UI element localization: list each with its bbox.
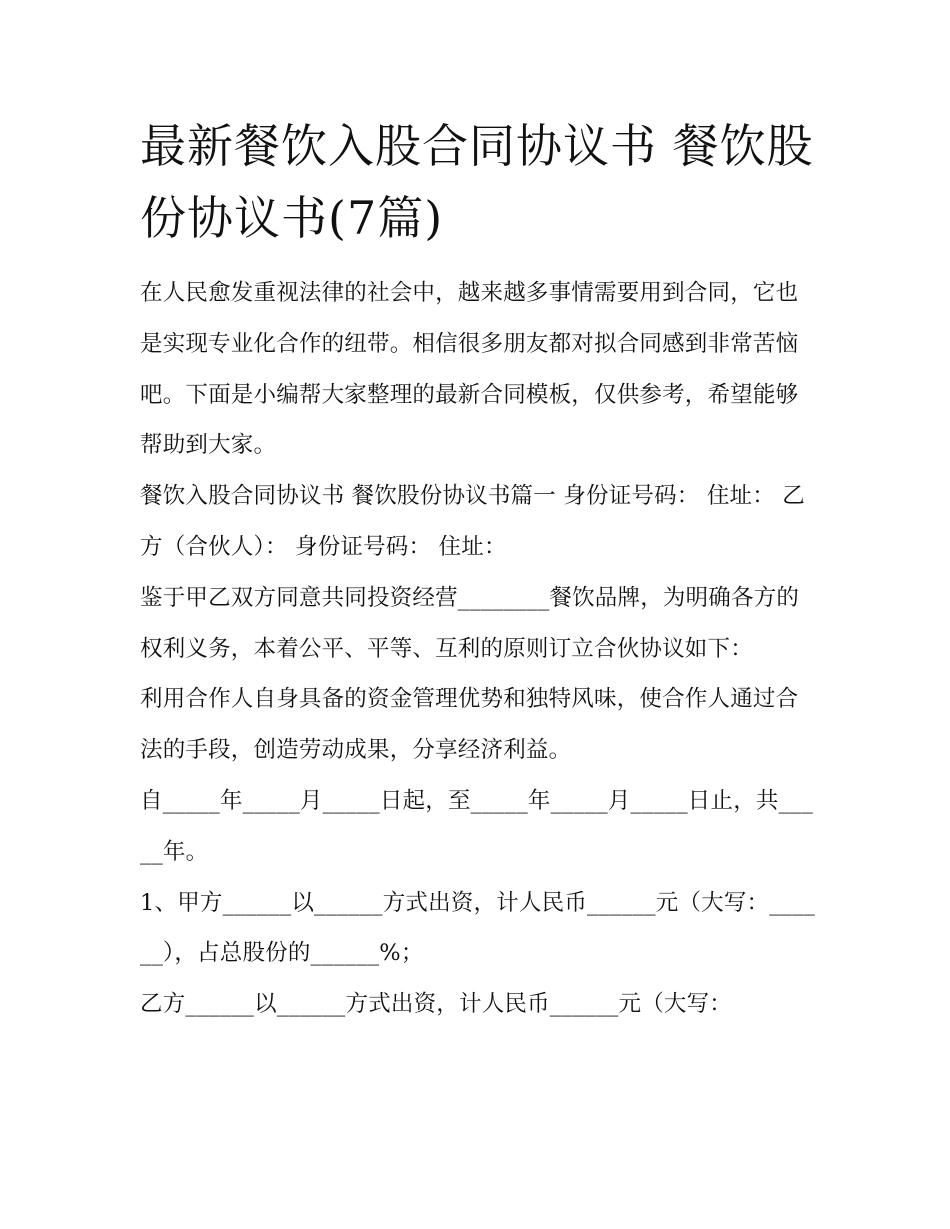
document-title: 最新餐饮入股合同协议书 餐饮股份协议书(7篇) bbox=[140, 119, 814, 245]
purpose-paragraph: 利用合作人自身具备的资金管理优势和独特风味，使合作人通过合法的手段，创造劳动成果，分享经济利益。 bbox=[140, 686, 799, 764]
term-paragraph: 自_____年_____月_____日起，至_____年_____月_____日止，共_____年。 bbox=[140, 787, 813, 865]
agreement-preamble-paragraph: 鉴于甲乙双方同意共同投资经营________餐饮品牌，为明确各方的权利义务，本着公平、平等、互利的原则订立合伙协议如下： bbox=[140, 584, 800, 662]
party-a-contribution-paragraph: 1、甲方______以______方式出资，计人民币______元（大写：______），占总股份的______%； bbox=[140, 889, 816, 967]
intro-paragraph: 在人民愈发重视法律的社会中，越来越多事情需要用到合同，它也是实现专业化合作的纽带。相信很多朋友都对拟合同感到非常苦恼吧。下面是小编帮大家整理的最新合同模板，仅供参考，希望能够帮助到大家。 bbox=[140, 280, 799, 459]
party-b-contribution-paragraph: 乙方______以______方式出资，计人民币______元（大写： bbox=[140, 991, 733, 1018]
document-page bbox=[140, 110, 820, 1030]
party-info-paragraph: 餐饮入股合同协议书 餐饮股份协议书篇一 身份证号码： 住址： 乙方（合伙人）： 身份证号码： 住址： bbox=[140, 483, 806, 560]
